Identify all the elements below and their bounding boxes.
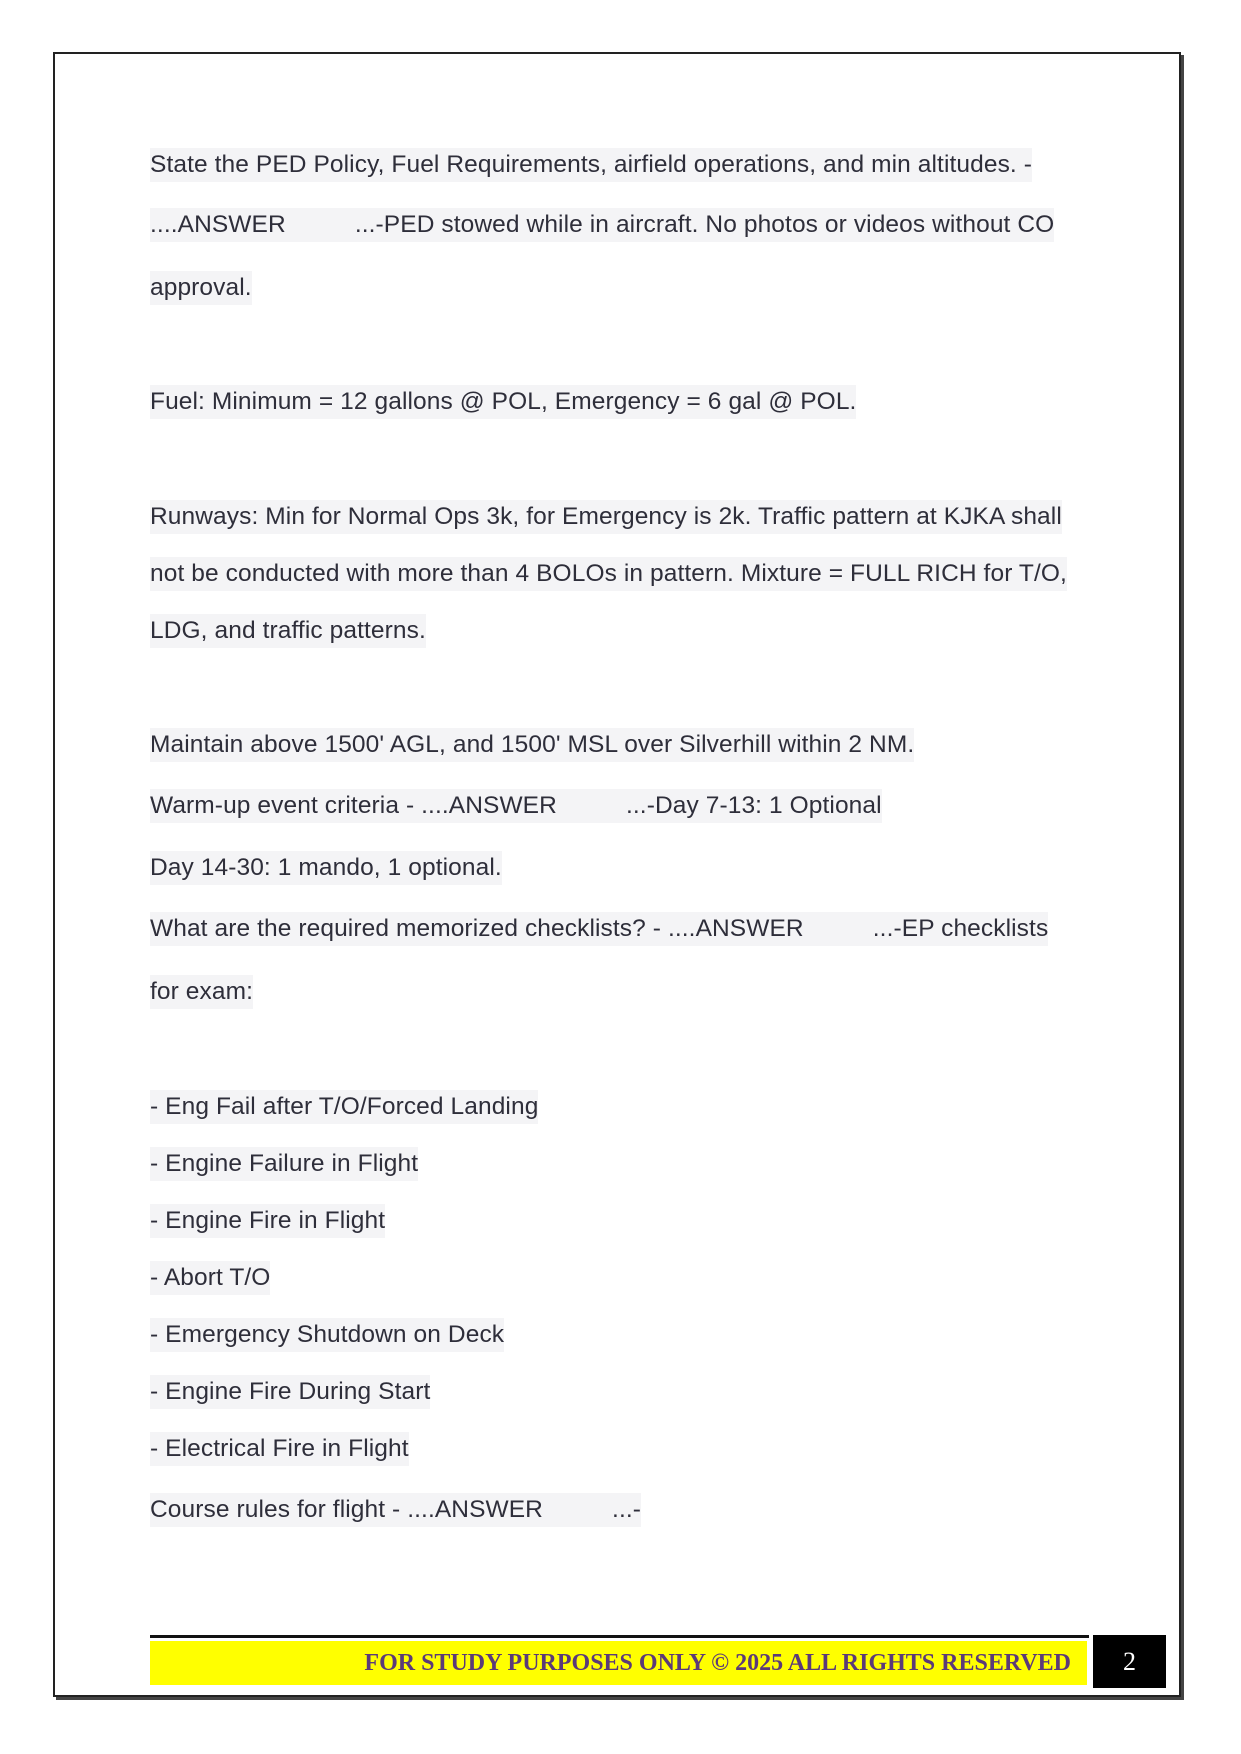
checklist-item: - Engine Failure in Flight <box>150 1147 418 1181</box>
checklist-item: - Electrical Fire in Flight <box>150 1432 409 1466</box>
question-ped-policy: State the PED Policy, Fuel Requirements, airfield operations, and min altitudes. - <box>150 148 1032 182</box>
runway-requirements: Runways: Min for Normal Ops 3k, for Emergency is 2k. Traffic pattern at KJKA shall <box>150 500 1062 534</box>
footer-copyright-text: FOR STUDY PURPOSES ONLY © 2025 ALL RIGHTS RESERVED <box>364 1650 1071 1676</box>
question-warmup-criteria: Warm-up event criteria - ....ANSWER ...-Day 7-13: 1 Optional <box>150 789 882 823</box>
runway-requirements-cont-2: LDG, and traffic patterns. <box>150 614 426 648</box>
min-altitudes: Maintain above 1500' AGL, and 1500' MSL over Silverhill within 2 NM. <box>150 728 914 762</box>
answer-warmup-criteria-cont: Day 14-30: 1 mando, 1 optional. <box>150 851 502 885</box>
answer-ped-policy: ....ANSWER ...-PED stowed while in aircraft. No photos or videos without CO <box>150 208 1054 242</box>
checklist-item: - Emergency Shutdown on Deck <box>150 1318 504 1352</box>
answer-memorized-checklists-cont: for exam: <box>150 975 253 1009</box>
question-memorized-checklists: What are the required memorized checklists? - ....ANSWER ...-EP checklists <box>150 912 1048 946</box>
fuel-requirements: Fuel: Minimum = 12 gallons @ POL, Emergency = 6 gal @ POL. <box>150 385 856 419</box>
question-course-rules: Course rules for flight - ....ANSWER ...- <box>150 1493 641 1527</box>
checklist-item: - Eng Fail after T/O/Forced Landing <box>150 1090 538 1124</box>
footer-rule <box>150 1635 1089 1638</box>
page-number: 2 <box>1093 1635 1166 1688</box>
checklist-item: - Engine Fire During Start <box>150 1375 430 1409</box>
checklist-item: - Engine Fire in Flight <box>150 1204 385 1238</box>
checklist-item: - Abort T/O <box>150 1261 270 1295</box>
footer-band <box>150 1641 1087 1685</box>
runway-requirements-cont-1: not be conducted with more than 4 BOLOs in pattern. Mixture = FULL RICH for T/O, <box>150 557 1067 591</box>
answer-ped-policy-cont: approval. <box>150 271 252 305</box>
